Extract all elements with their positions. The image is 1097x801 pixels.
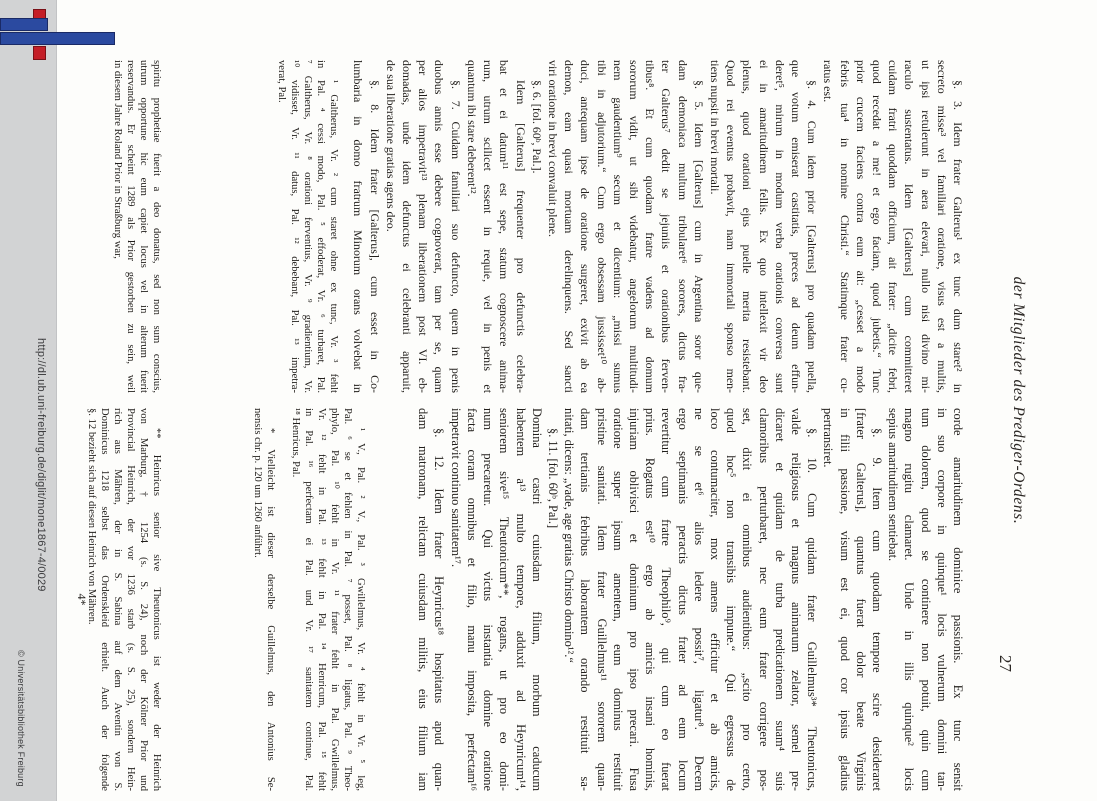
text-line: in suo corpore in quinque¹ locis vulnerum domini tan-	[934, 408, 949, 791]
text-line: dam demoniaca multum tribularet⁶ sorores, dictus fra-	[675, 60, 690, 393]
text-line: habentem a¹³ multo tempore, adduxit ad Heynricum¹⁴,	[513, 408, 528, 791]
right-column-star-note	[251, 408, 277, 791]
text-line: corde amaritudinem dominice passionis. Ex tunc sensit	[951, 408, 965, 791]
text-line: Domina castri cuiusdam filium, morbum caducum	[529, 408, 544, 791]
text-line: nem gaudentium⁹ secum et dicentium: „missi sumus	[610, 60, 625, 393]
left-column-main-text	[350, 60, 966, 393]
text-line: Vr. ¹² fehlt in Pal. ¹³ fehlt in Pal. ¹⁴ Henricum, Pal. ¹⁵ fehlt	[316, 408, 327, 791]
text-line: Quod rei eventus probavit, nam immortali sponso men-	[724, 60, 739, 393]
text-line: set, dixit ei omnibus audientibus: „scito pro certo,	[740, 408, 755, 791]
logo-blue-bar-long-icon	[0, 32, 115, 45]
text-line: tibus⁸. Et cum quodam fratre vadens ad domum	[643, 60, 658, 393]
text-line: ergo septimanis peractis dictus frater ad eum locum	[675, 408, 690, 791]
text-line: prius. Rogatus est¹⁰ ergo ab amicis insani hominis,	[643, 408, 658, 791]
text-line: cuidam fratri quoddam officium, ait frater: „dicite febri,	[886, 60, 901, 393]
text-line: lumbaria in domo fratrum Minorum orans volvebat in	[351, 60, 366, 393]
text-line: dam matronam, relictam cuiusdam militis, eius filium iam	[416, 408, 431, 791]
right-column-double-star-note	[85, 408, 163, 791]
text-line: que votum emiserat castitatis, preces ad deum effun-	[788, 60, 803, 393]
text-line: utrum opportune hic eum capiet locus vel in alterum fuerit	[138, 60, 149, 393]
text-line: von Marburg, † 1254 (s. S. 24), noch der Kölner Prior und	[138, 408, 149, 791]
text-line: ratus est.	[821, 60, 836, 103]
text-line: deret⁵, mirum in modum verba orationis conversa sunt	[772, 60, 787, 393]
text-line: ter Galterus⁷ dedit se jejuniis et orationibus ferven-	[659, 60, 674, 393]
sheet-signature-mark: 4*	[75, 593, 89, 606]
text-line: ¹ Galtherus, Vr. ² cum staret ohne ex tunc, Vr. ³ fehlt	[328, 80, 339, 393]
text-line: §. 5. Idem [Galterus] cum in Argentina soror que-	[691, 80, 706, 393]
text-line: [frater Galterus], quantus fuerat dolor beate Virginis	[853, 408, 868, 791]
text-line: in diesem Jahre Roland Prior in Straßburg war,	[112, 60, 123, 259]
text-line: nensis chr. p. 120 um 1260 anführt.	[252, 408, 263, 558]
text-line: demon, eam quasi mortuam derelinquens. Sed sancti	[562, 60, 577, 393]
text-line: de sua liberatione gratias agens deo.	[383, 60, 398, 232]
text-line: oratione super ipsum amentem, eum dominus restituit	[610, 408, 625, 791]
text-line: pristine sanitati. Idem frater Guillelmus¹¹ sororem quan-	[594, 408, 609, 791]
text-line: pertransiret.	[821, 408, 836, 468]
text-line: Idem [Galterus] frequenter pro defunctis celebra-	[513, 80, 528, 393]
text-line: ut ipsi retulerunt in aera elevari, nullo nisi divino mi-	[918, 60, 933, 393]
text-line: rich aus Mähren, der in S. Sabina auf dem Aventin von S.	[112, 408, 123, 791]
text-line: Dominicus 1218 selbst das Ordenskleid erhielt. Auch der folgende	[99, 408, 110, 791]
viewer-sidebar	[0, 0, 57, 801]
document-url-label: http://dl.ub.uni-freiburg.de/diglit/mone1867-4/0029	[35, 338, 47, 592]
text-line: in Pal. ¹⁶ perfectam ei Pal. und Vr. ¹⁷ sanitatem continue, Pal.	[303, 408, 314, 791]
text-line: §. 6. [fol. 60ᵇ, Pal.].	[529, 80, 544, 174]
text-line: dicaret et quidam de turba predicationem suam⁴ suis	[772, 408, 787, 791]
text-line: quod hoc⁵ non transibis impune.“ Qui egressus de	[724, 408, 739, 791]
page-number: 27	[996, 655, 1015, 672]
text-line: quod recedat a me! et ego faciam, quod jubetis.“ Tunc	[869, 60, 884, 393]
text-line: duci, antequam ipse de oratione surgeret, exivit ab ea	[578, 60, 593, 393]
text-line: §. 7. Cuidam familiari suo defuncto, quem in penis	[448, 80, 463, 393]
text-line: sepius amaritudinem sentiebat.	[886, 408, 901, 562]
text-line: ¹⁸ Henricus, Pal.	[290, 408, 301, 478]
text-line: verat, Pal.	[276, 60, 287, 103]
text-line: tiens nupsit in brevi mortali.	[707, 60, 722, 195]
text-line: nitati, dicens: „vade, age gratias Christo domino¹².“	[562, 408, 577, 663]
text-line: * Vielleicht ist dieser derselbe Guillelmus, den Antonius Se-	[265, 428, 276, 791]
text-line: prior crucem faciens contra eum ait: „cesset a modo	[853, 60, 868, 393]
text-line: plenus, quod orationi ejus puelle merita resistebant.	[740, 60, 755, 393]
text-line: §. 10. Cum quidam frater Guillelmus³* Theutonicus,	[805, 428, 820, 791]
text-line: sororum vidit, ut sibi videbatur, angelorum multitudi-	[626, 60, 641, 393]
text-line: ** Heinricus senior sive Theutonicus ist weder der Heinrich	[151, 428, 162, 791]
text-line: ¹⁰ vidisset, Vr. ¹¹ datus, Pal. ¹² debebant, Pal. ¹³ impetra-	[289, 60, 300, 393]
text-line: febris tua⁴ in nomine Christi.“ Statimque frater cu-	[837, 60, 852, 393]
scanned-page	[57, 0, 1097, 801]
left-column-apparatus-footnotes	[275, 60, 340, 393]
text-line: duobus annis esse debere cognoverat, tam per se, quam	[432, 60, 447, 393]
text-line: facta coram omnibus et filio, manu imposita, perfectam¹⁶	[464, 408, 479, 791]
ub-freiburg-logo-icon	[0, 0, 130, 64]
text-line: ⁷ Galtherus, Vr. ⁸ orationi ferventius, Vr. ⁹ gradientium, Vr.	[302, 60, 313, 393]
text-line: Provincial Heinrich, der vor 1236 starb (s. S. 25), sondern Hein-	[125, 408, 136, 791]
copyright-label: © Universitätsbibliothek Freiburg	[16, 650, 26, 787]
text-line: tum dolorem, quod se continere non potuit, quin cum	[918, 408, 933, 791]
text-line: loco contumaciter, mox amens efficitur et ab amicis,	[707, 408, 722, 791]
text-line: §. 11. [fol. 60ᵇ, Pal.]	[545, 428, 560, 529]
text-line: valde religiosus et magnus animarum zelator, semel pre-	[788, 408, 803, 791]
text-line: ¹ V., Pal. ² V., Pal. ³ Gwillelmus, Vr. ⁴ fehlt in Vr. ⁵ leg,	[355, 428, 366, 791]
text-line: quantum ibi stare deberent¹².	[464, 60, 479, 197]
text-line: raculo sustentatus. Idem [Galterus] cum committeret	[902, 60, 917, 393]
text-line: §. 9. Item cum quodam tempore scire desideraret	[869, 428, 884, 791]
text-line: §. 12. Idem frater Heynricus¹⁸ hospitatus apud quan-	[432, 428, 447, 791]
text-line: bat et ei datum¹¹ est sepe, statum cognoscere anima-	[497, 60, 512, 393]
text-line: dam tertianis febribus laborantem orando restituit sa-	[578, 408, 593, 791]
text-line: magno rugitu clamaret. Unde in illis quinque² locis	[902, 408, 917, 791]
text-line: §. 4. Cum idem prior [Galterus] pro quadam puella,	[805, 80, 820, 393]
text-line: in Pal. ⁴ cessi modo, Pal. ⁵ effoderat, Vr. ⁶ turbaret, Pal.	[315, 60, 326, 393]
logo-blue-bar-short-icon	[0, 18, 48, 31]
text-line: num precaretur. Qui victus instantia domine oratione	[481, 408, 496, 791]
logo-red-square-bottom-icon	[33, 46, 46, 60]
left-column-editorial-note	[111, 60, 163, 393]
text-line: rum, utrum scilicet essent in requie, vel in penis et	[481, 60, 496, 393]
text-line: domadas, unde idem defunctus ei celebranti apparuit,	[400, 60, 415, 393]
text-line: reservandus. Er scheint 1289 als Prior gestorben zu sein, weil	[125, 60, 136, 393]
text-line: injuriam oblivisci et dominum pro ipso precari. Fusa	[626, 408, 641, 791]
text-line: seniorem sive¹⁵ Theutonicum**, rogans, ut pro eo domi-	[497, 408, 512, 791]
text-line: in filii passione, visum est ei, quod cor ipsius gladius	[837, 408, 852, 791]
text-line: revertitur cum fratre Theophilo⁹, qui cum eo fuerat	[659, 408, 674, 791]
running-head-title: der Mitglieder des Prediger-Ordens.	[1010, 276, 1027, 525]
text-line: phylo, Pal. ¹⁰ fehlt in Vr. ¹¹ frater fehlt in Pal. Gwillelmus,	[329, 408, 340, 791]
text-line: §. 12 bezieht sich auf diesen Heinrich von Mähren.	[86, 408, 97, 625]
text-line: tibi in adjutorium.“ Cum ergo obsessam jussisset¹⁰ ab-	[594, 60, 609, 393]
text-line: viri oratione in brevi convaluit plene.	[545, 60, 560, 237]
text-line: §. 3. Idem frater Galterus¹ ex tunc dum staret² in	[951, 80, 965, 393]
text-line: ne se et⁶ alios ledere possit⁷, ligatur⁸. Decem	[691, 408, 706, 791]
text-line: ei in amaritudinem fellis. Ex quo intellexit vir deo	[756, 60, 771, 393]
text-line: secreto misse³ vel familiari oratione, visus est a multis,	[934, 60, 949, 393]
right-column-apparatus-footnotes	[289, 408, 367, 791]
text-line: spiritu prophetiae fuerit a deo donatus, sed non sum conscius,	[151, 60, 162, 393]
text-line: §. 8. Idem frater [Galterus], cum esset in Co-	[367, 80, 382, 393]
text-line: Pal. ⁶ se et fehlen in Pal. ⁷ posset, Pal. ⁸ ligatus, Pal. ⁹ Theo-	[342, 408, 353, 791]
text-line: per alios impetravit¹³ plenam liberationem post VI. eb-	[416, 60, 431, 393]
text-line: clamoribus perturbaret, nec eum frater corrigere pos-	[756, 408, 771, 791]
right-column-main-text	[415, 408, 966, 791]
text-line: impetravit continuo sanitatem¹⁷.	[448, 408, 463, 568]
